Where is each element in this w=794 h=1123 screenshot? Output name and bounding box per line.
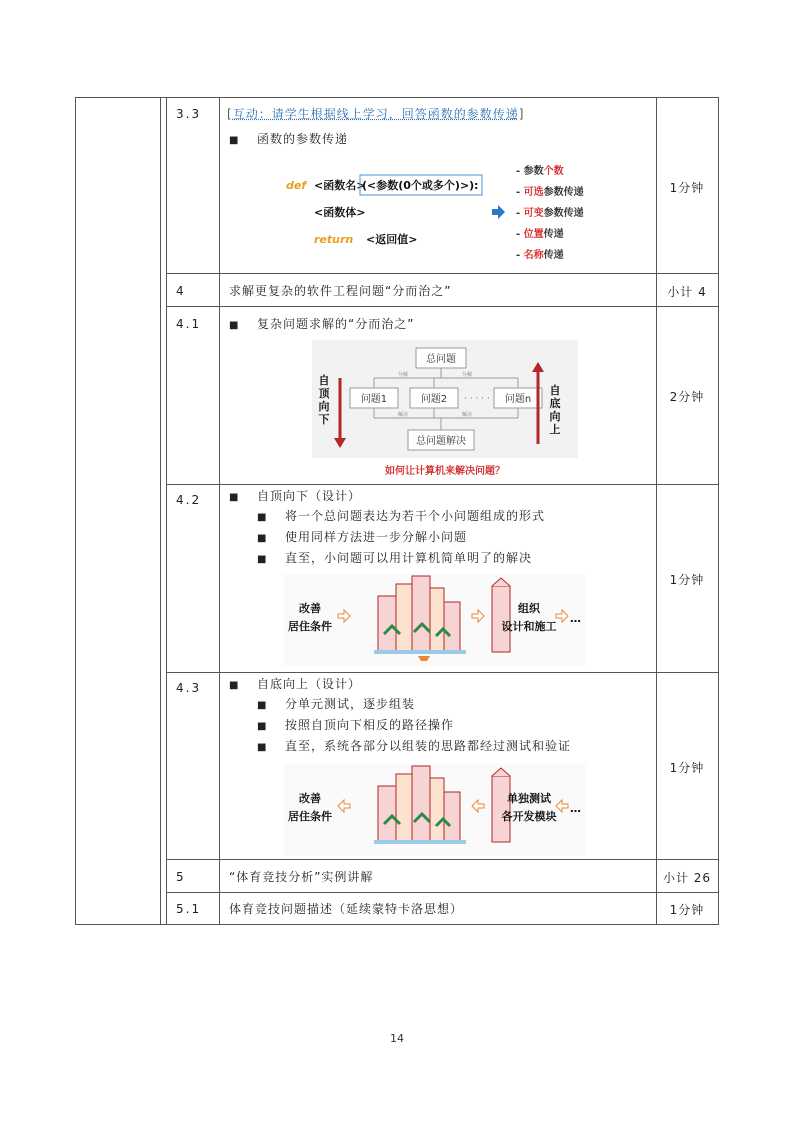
table-left-border (75, 97, 76, 925)
row-number: 4.1 (176, 317, 202, 331)
row-divider (167, 859, 719, 860)
bracket-open: [ (227, 107, 233, 121)
svg-text:- 位置传递 (516, 227, 564, 240)
row-number: 5 (176, 870, 186, 884)
table-top-border (75, 97, 719, 98)
params-text: (<参数(0个或多个)>) (362, 179, 475, 192)
param-type-highlight: 可变 (523, 208, 544, 219)
param-type-suffix: 参数传递 (543, 187, 584, 198)
solved-problem-label: 总问题解决 (416, 436, 466, 447)
column-divider (219, 97, 220, 925)
action-label-line2: 各开发模块 (501, 810, 557, 823)
interaction-link[interactable]: 互动：请学生根据线上学习，回答函数的参数传递 (232, 107, 519, 121)
svg-text:底: 底 (549, 397, 561, 410)
page-number: 14 (390, 1032, 404, 1045)
time-cell: 1分钟 (669, 761, 705, 775)
subtotal-cell: 小计 26 (662, 871, 712, 885)
bullet-item: ■ 自底向上（设计） (229, 676, 361, 694)
time-cell: 1分钟 (669, 573, 705, 587)
more-ellipsis: … (570, 802, 581, 815)
sub-bullet-item: ■ 直至，系统各部分以组装的思路都经过测试和验证 (229, 738, 571, 756)
svg-text:顶: 顶 (318, 387, 330, 400)
bullet-item: ■ 函数的参数传递 (229, 131, 348, 149)
row-number: 4 (176, 284, 186, 298)
interaction-prompt (227, 106, 524, 122)
goal-label-line2: 居住条件 (288, 620, 332, 633)
sub-problem-label: 问题1 (360, 394, 388, 405)
single-building-icon (492, 578, 510, 652)
param-type-highlight: 位置 (523, 229, 544, 240)
param-type-suffix: 参数传递 (543, 208, 584, 219)
svg-text:- 可变参数传递 (516, 206, 584, 219)
action-label-line1: 组织 (518, 602, 540, 615)
svg-text:- 可选参数传递 (516, 185, 584, 198)
table-right-border (718, 97, 719, 925)
param-type-suffix: 传递 (543, 229, 564, 240)
sub-bullet-item: ■ 使用同样方法进一步分解小问题 (229, 529, 467, 547)
param-type-highlight: 个数 (543, 166, 564, 177)
sub-bullet-item: ■ 按照自顶向下相反的路径操作 (229, 717, 454, 735)
func-name: <函数名> (314, 179, 366, 192)
column-divider (656, 97, 657, 925)
top-down-label (319, 373, 331, 426)
sub-bullet-item: ■ 将一个总问题表达为若干个小问题组成的形式 (229, 508, 545, 526)
column-divider (166, 97, 167, 925)
svg-text:自: 自 (318, 374, 330, 387)
sub-bullet-item: ■ 分单元测试，逐步组装 (229, 696, 415, 714)
action-label-line2: 设计和施工 (501, 620, 557, 633)
item-text: 体育竞技问题描述（延续蒙特卡洛思想） (229, 902, 464, 916)
return-value: <返回值> (366, 233, 418, 246)
time-cell: 1分钟 (669, 181, 705, 195)
solve-label: 解决 (462, 412, 473, 418)
goal-label-line1: 改善 (299, 792, 321, 805)
param-type-highlight: 名称 (523, 250, 544, 261)
row-divider (167, 892, 719, 893)
time-cell: 1分钟 (669, 903, 705, 917)
goal-label-line1: 改善 (299, 602, 321, 615)
action-label-line1: 单独测试 (507, 792, 551, 805)
svg-text:向: 向 (549, 410, 561, 423)
svg-text:- 参数个数 (516, 164, 564, 177)
sub-bullet-item: ■ 直至，小问题可以用计算机简单明了的解决 (229, 550, 532, 568)
def-keyword: def (286, 179, 307, 192)
top-problem-label: 总问题 (426, 354, 456, 365)
bracket-close: ] (518, 107, 525, 121)
sub-problem-label: 问题n (504, 394, 532, 405)
row-number: 4.2 (176, 493, 202, 507)
bullet-item: ■ 复杂问题求解的“分而治之” (229, 316, 414, 334)
arrow-right-icon (492, 205, 505, 219)
top-down-illustration (284, 574, 586, 666)
more-ellipsis: … (570, 612, 581, 625)
param-types-list (516, 164, 584, 261)
param-type-prefix: - (516, 250, 524, 261)
ellipsis-dots: · · · · · (464, 394, 490, 404)
split-label: 分解 (398, 372, 409, 378)
sub-problem-label: 问题2 (420, 394, 448, 405)
param-type-prefix: - (516, 208, 524, 219)
bottom-up-illustration (284, 764, 586, 856)
svg-text:下: 下 (318, 413, 330, 426)
solve-label: 解决 (398, 412, 409, 418)
row-divider (167, 672, 719, 673)
function-params-diagram (278, 158, 596, 268)
row-number: 3.3 (176, 107, 202, 121)
bottom-up-label (550, 383, 561, 436)
param-type-highlight: 可选 (523, 187, 544, 198)
split-label: 分解 (462, 372, 473, 378)
column-divider (160, 97, 161, 925)
bullet-item: ■ 自顶向下（设计） (229, 488, 361, 506)
svg-text:上: 上 (549, 423, 561, 436)
diagram-caption: 如何让计算机来解决问题？ (385, 466, 505, 477)
svg-text:自: 自 (549, 384, 561, 397)
row-divider (167, 273, 719, 274)
time-cell: 2分钟 (669, 390, 705, 404)
param-type-prefix: - (516, 229, 524, 240)
section-title: “体育竞技分析”实例讲解 (229, 870, 374, 884)
return-keyword: return (314, 233, 354, 246)
row-divider (167, 306, 719, 307)
section-title: 求解更复杂的软件工程问题“分而治之” (229, 284, 452, 298)
row-number: 5.1 (176, 902, 202, 916)
colon: : (474, 179, 479, 192)
row-divider (167, 484, 719, 485)
param-type-prefix: - (516, 187, 524, 198)
single-building-icon (492, 768, 510, 842)
func-body: <函数体> (314, 206, 366, 219)
param-type-prefix: - 参数 (516, 166, 544, 177)
table-bottom-border (75, 924, 719, 925)
row-number: 4.3 (176, 681, 202, 695)
subtotal-cell: 小计 4 (667, 285, 707, 299)
divide-conquer-diagram (312, 340, 578, 480)
param-type-suffix: 传递 (543, 250, 564, 261)
svg-text:- 名称传递 (516, 248, 564, 261)
svg-text:向: 向 (318, 400, 330, 413)
goal-label-line2: 居住条件 (288, 810, 332, 823)
